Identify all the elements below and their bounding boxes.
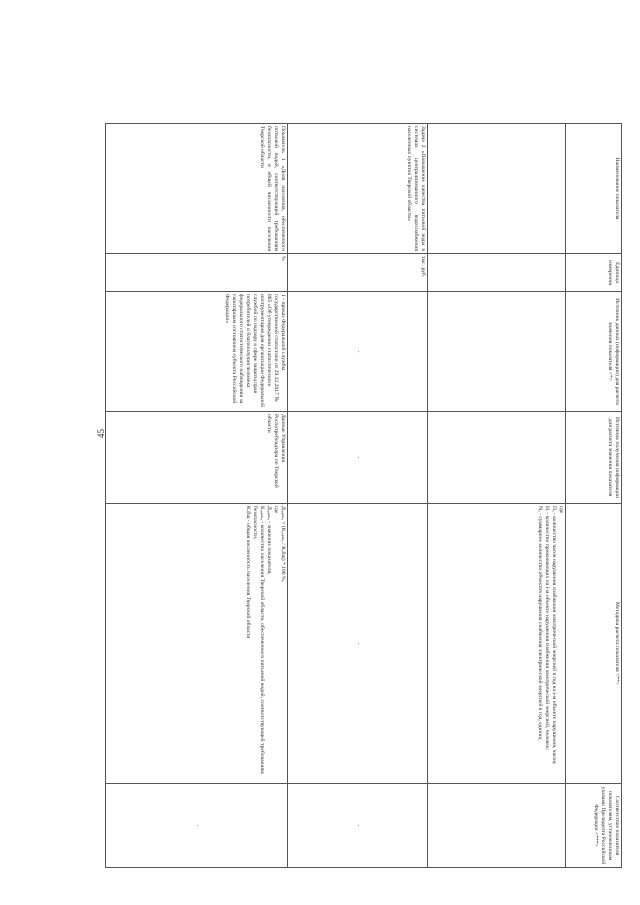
header-info-origin: Источник получения информации для расчета значения показателя (566, 412, 622, 504)
header-method: Методика расчета показателя <**> (566, 504, 622, 784)
cell-task-method: - (288, 504, 428, 784)
cell-source-empty (428, 292, 566, 412)
cell-compliance-empty (428, 784, 566, 868)
table-row-formula-continuation (428, 124, 566, 868)
cell-task-unit: тыс. руб. (288, 254, 428, 292)
cell-task-name: Задача 2 «Повышение качества питьевой воды в системах централизованного водоснабжения населенных пунктов Тверской области» (288, 124, 428, 254)
cell-name-empty (428, 124, 566, 254)
cell-task-source: - (288, 292, 428, 412)
cell-method-formula-legend (428, 504, 566, 784)
cell-unit-empty (428, 254, 566, 292)
cell-indicator-compliance: - (106, 784, 288, 868)
cell-task-origin: - (288, 412, 428, 504)
cell-indicator-method (106, 504, 288, 784)
method-line: где (558, 506, 564, 514)
method-line: Дₒₑₚₘₐ = (Кₒₑₚₘₐ / Кₒбщ) * 100 %, (280, 506, 286, 582)
rotated-table-page (106, 123, 622, 867)
cell-task-compliance: - (288, 784, 428, 868)
page-number: 45 (96, 429, 106, 438)
header-indicator-name: Наименование показателя (566, 124, 622, 254)
method-line: где (273, 506, 280, 514)
method-line: Пₐ - количество часов нарушения снабжения электрической энергией в год на i-м объекте нарушения, часов; (551, 506, 558, 765)
header-compliance: Соответствие показателя показателям, установленным указами Президента Российской Федерации <***> (566, 784, 622, 868)
method-line: Дₒₑₚₘₐ - значение показателя, (266, 506, 273, 575)
header-unit: Единица измерения (566, 254, 622, 292)
cell-indicator-origin: Данные Управления Роспотребнадзора по Тверской области (106, 412, 288, 504)
method-line: Нᵢ - количество проживающих на i-м объекте нарушения снабжения электрической энергией, человек; (544, 506, 551, 751)
indicator-table (105, 123, 622, 868)
table-row-task-2 (288, 124, 428, 868)
cell-origin-empty (428, 412, 566, 504)
header-data-source: Источник данных (информации) для расчета значения показателя <*> (566, 292, 622, 412)
table-header-row (566, 124, 622, 868)
method-line: Nₐ - суммарное количество объектов нарушения снабжения электрической энергией в год, единиц (537, 506, 544, 740)
cell-indicator-name: Показатель 1 «Доля населения, обеспеченного питьевой водой, соответствующей требованиям безопасности, в общей численности населения Тверской области (106, 124, 288, 254)
method-line: Кₒбщ - общая численность населения Тверской области (245, 506, 252, 639)
cell-indicator-unit: % (106, 254, 288, 292)
table-row-indicator-1 (106, 124, 288, 868)
cell-indicator-source: 1 - приказ Федеральной службы государственной статистики от 29.12.2017 № 885 «Об утверждении статистического инструментария для организации Федеральной службой по надзору в сфере защиты прав потребителей и благополучия человека федерального статистического наблюдения за санитарным состоянием субъекта Российской Федерации» (106, 292, 288, 412)
method-line: Кₒₑₚₘₐ - количество населения Тверской области, обеспеченного питьевой водой, соответствующей требованиям безопасности, (252, 506, 266, 774)
